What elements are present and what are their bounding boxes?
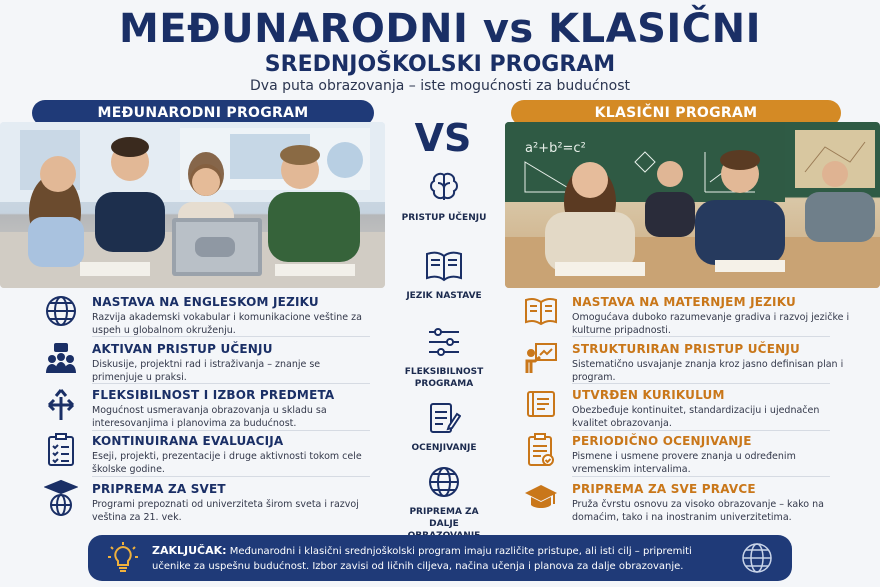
clipboard-check-icon	[522, 432, 560, 468]
center-item-label: OCENJIVANJE	[411, 443, 477, 453]
conclusion-banner	[88, 535, 792, 581]
center-item-label: PRISTUP UČENJU	[401, 213, 487, 223]
feature-description: Omogućava duboko razumevanje gradiva i razvoj jezičke i kulturne pripadnosti.	[572, 312, 850, 336]
international-students-photo	[0, 122, 385, 288]
feature-title: KONTINUIRANA EVALUACIJA	[92, 434, 284, 448]
conclusion-label: ZAKLJUČAK:	[152, 544, 227, 557]
evaluation-icon	[424, 398, 464, 438]
open-book-icon	[522, 293, 560, 329]
feature-description: Obezbeđuje kontinuitet, standardizaciju i ujednačen kvalitet obrazovanja.	[572, 405, 820, 429]
teacher-board-icon	[522, 340, 560, 376]
center-item-program-flexibility	[398, 322, 490, 390]
page-title: MEĐUNARODNI vs KLASIČNI	[118, 6, 761, 52]
globe-icon	[740, 541, 774, 575]
divider	[92, 430, 370, 431]
classic-program-label: KLASIČNI PROGRAM	[511, 100, 841, 126]
feature-title: NASTAVA NA MATERNJEM JEZIKU	[572, 295, 796, 309]
divider	[572, 383, 830, 384]
international-program-label: MEĐUNARODNI PROGRAM	[32, 100, 374, 126]
conclusion-text	[152, 543, 712, 574]
feature-description: Diskusije, projektni rad i istraživanja – znanje se primenjuje u praksi.	[92, 359, 321, 383]
feature-description: Pruža čvrstu osnovu za visoko obrazovanje – kako na domaćim, tako i na inostranim univerzitetima.	[572, 499, 824, 523]
feature-description: Mogućnost usmeravanja obrazovanja u skladu sa interesovanjima i planovima za budućnost.	[92, 405, 327, 429]
graduation-globe-icon	[42, 480, 80, 516]
feature-description: Razvija akademski vokabular i komunikacione veštine za uspeh u globalnom okruženju.	[92, 312, 362, 336]
center-item-label: JEZIK NASTAVE	[406, 291, 482, 301]
svg-text:a²+b²=c²: a²+b²=c²	[525, 141, 586, 156]
center-item-label: PRIPREMA ZA DALJE	[409, 507, 479, 529]
center-item-evaluation	[398, 398, 490, 454]
feature-title: PRIPREMA ZA SVET	[92, 482, 226, 496]
divider	[92, 476, 370, 477]
classic-students-photo	[505, 122, 880, 288]
feature-description: Programi prepoznati od univerziteta širom sveta i razvoj veština za 21. vek.	[92, 499, 359, 523]
feature-title: UTVRĐEN KURIKULUM	[572, 388, 725, 402]
center-item-label: FLEKSIBILNOST PROGRAMA	[404, 367, 484, 389]
checklist-icon	[42, 432, 80, 468]
brain-icon	[424, 168, 464, 208]
conclusion-body: Međunarodni i klasični srednjoškolski program imaju različite pristupe, ali isti cilj – pripremiti učenike za uspešnu budućnost. Izbor zavisi od ličnih ciljeva, načina učenja i planova za dalje obrazovanje.	[152, 546, 692, 572]
arrows-icon	[42, 386, 80, 422]
divider	[92, 336, 370, 337]
graduation-cap-icon	[522, 480, 560, 516]
center-item-further-education	[398, 462, 490, 542]
divider	[92, 383, 370, 384]
divider	[572, 430, 830, 431]
divider	[572, 336, 830, 337]
feature-description: Eseji, projekti, prezentacije i druge aktivnosti tokom cele školske godine.	[92, 451, 362, 475]
feature-description: Sistematično usvajanje znanja kroz jasno definisan plan i program.	[572, 359, 844, 383]
page-subtitle: Dva puta obrazovanja – iste mogućnosti za budućnost	[250, 78, 630, 94]
sliders-icon	[424, 322, 464, 362]
feature-title: PRIPREMA ZA SVE PRAVCE	[572, 482, 756, 496]
book-stack-icon	[522, 386, 560, 422]
globe-icon	[42, 293, 80, 329]
vs-label: VS	[414, 116, 472, 160]
page-title-line-2: SREDNJOŠKOLSKI PROGRAM	[264, 52, 616, 77]
feature-title: STRUKTURIRAN PRISTUP UČENJU	[572, 342, 800, 356]
center-item-teaching-language	[398, 246, 490, 302]
feature-title: AKTIVAN PRISTUP UČENJU	[92, 342, 273, 356]
globe-icon	[424, 462, 464, 502]
feature-title: PERIODIČNO OCENJIVANJE	[572, 434, 752, 448]
group-discussion-icon	[42, 340, 80, 376]
book-icon	[424, 246, 464, 286]
lightbulb-icon	[106, 541, 140, 575]
center-item-learning-approach	[398, 168, 490, 224]
feature-description: Pismene i usmene provere znanja u određenim vremenskim intervalima.	[572, 451, 796, 475]
feature-title: NASTAVA NA ENGLESKOM JEZIKU	[92, 295, 319, 309]
feature-title: FLEKSIBILNOST I IZBOR PREDMETA	[92, 388, 335, 402]
divider	[572, 476, 830, 477]
